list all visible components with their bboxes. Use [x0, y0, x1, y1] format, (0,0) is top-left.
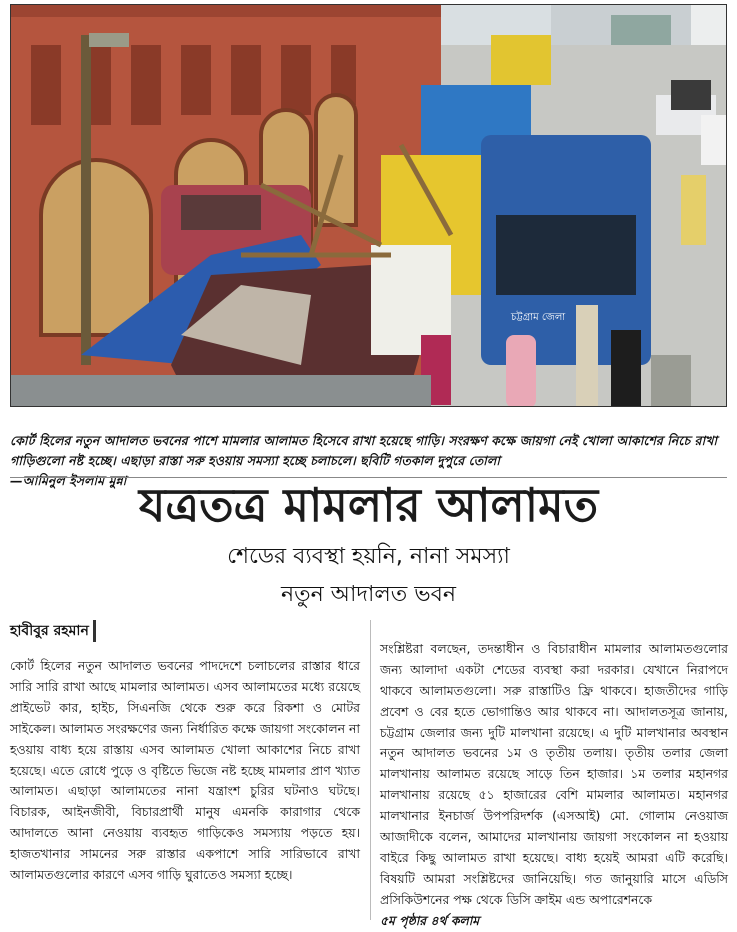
court-street-scene [11, 5, 727, 407]
headline: যত্রতত্র মামলার আলামত [138, 478, 599, 532]
subheadline: শেডের ব্যবস্থা হয়নি, নানা সমস্যা [227, 544, 510, 569]
article-column-2 [380, 618, 728, 932]
news-photo [10, 4, 727, 407]
column-2-text: সংশ্লিষ্টরা বলছেন, তদন্তাধীন ও বিচারাধীন মামলার আলামতগুলোর জন্য আলাদা একটা শেডের ব্যবস্থা করা দরকার। যেখানে নিরাপদে থাকবে আলামতগুলো। সরু রাস্তাটিও ফ্রি থাকবে। হাজতীদের গাড়ি প্রবেশ ও বের হতে ভোগান্তিও আর থাকবে না। আদালতসূত্র জানায়, চট্টগ্রাম জেলার জন্য দুটি মালখানা রয়েছে। এ দুটি মালখানার অবস্থান নতুন আদালত ভবনের ১ম ও তৃতীয় তলায়। তৃতীয় তলার জেলা মালখানায় আলামত রয়েছে সাড়ে তিন হাজার। ১ম তলার মহানগর মালখানায় রয়েছে ৫১ হাজারের বেশি মামলার আলামত। মহানগর মালখানার ইনচার্জ উপপরিদর্শক (এসআই) মো. গোলাম নেওয়াজ আজাদীকে বলেন, আমাদের মালখানায় জায়গা সংকোলন না হওয়ায় বাইরে কিছু আলামত রাখা হয়েছে। বাধ্য হয়েই আমরা এটি করেছি। বিষয়টি আমরা সংশ্লিষ্টদের জানিয়েছি। গত জানুয়ারি মাসে এডিসি প্রসিকিউশনের পক্ষ থেকে ডিসি ক্রাইম এন্ড অপারেশনকে [380, 640, 728, 907]
continued-jump-link[interactable]: ৫ম পৃষ্ঠার ৪র্থ কলাম [380, 912, 480, 928]
byline: হাবীবুর রহমান [10, 620, 96, 642]
photo-credit: —আমিনুল ইসলাম মুন্না [10, 473, 127, 488]
article-column-1: কোর্ট হিলের নতুন আদালত ভবনের পাদদেশে চলাচলের রাস্তার ধারে সারি সারি রাখা আছে মামলার আলামত। এসব আলামতের মধ্যে রয়েছে প্রাইভেট কার, হাইচ, সিএনজি থেকে শুরু করে রিকশা ও মোটর সাইকেল। আলামত সংরক্ষণের জন্য নির্ধারিত কক্ষে জায়গা সংকোলন না হওয়ায় বাধ্য হয়ে রাস্তায় এসব আলামত খোলা আকাশের নিচে রাখা হয়েছে। এতে রোধে পুড়ে ও বৃষ্টিতে ভিজে নষ্ট হচ্ছে মামলার প্রাণ খ্যাত আলামত। এছাড়া আলামতের নানা যন্ত্রাংশ চুরির ঘটনাও ঘটছে। বিচারক, আইনজীবী, বিচারপ্রার্থী মানুষ এমনকি কারাগার থেকে আদালতে আনা নেওয়ায় ব্যবহৃত গাড়িকেও সমস্যায় পড়তে হয়। হাজতখানার সামনের সরু রাস্তার একপাশে সারি সারিভাবে রাখা আলামতগুলোর কারণে এসব গাড়ি ঘুরাতেও সমস্যা হচ্ছে। [10, 658, 360, 883]
column-divider [370, 620, 371, 920]
caption-text: কোর্ট হিলের নতুন আদালত ভবনের পাশে মামলার আলামত হিসেবে রাখা হয়েছে গাড়ি। সংরক্ষণ কক্ষে জায়গা নেই খোলা আকাশের নিচে রাখা গাড়িগুলো নষ্ট হচ্ছে। এছাড়া রাস্তা সরু হওয়ায় সমস্যা হচ্ছে চলাচলে। ছবিটি গতকাল দুপুরে তোলা [10, 433, 718, 468]
bus-sign: চট্টগ্রাম জেলা [511, 312, 566, 323]
section-kicker: নতুন আদালত ভবন [280, 582, 457, 607]
